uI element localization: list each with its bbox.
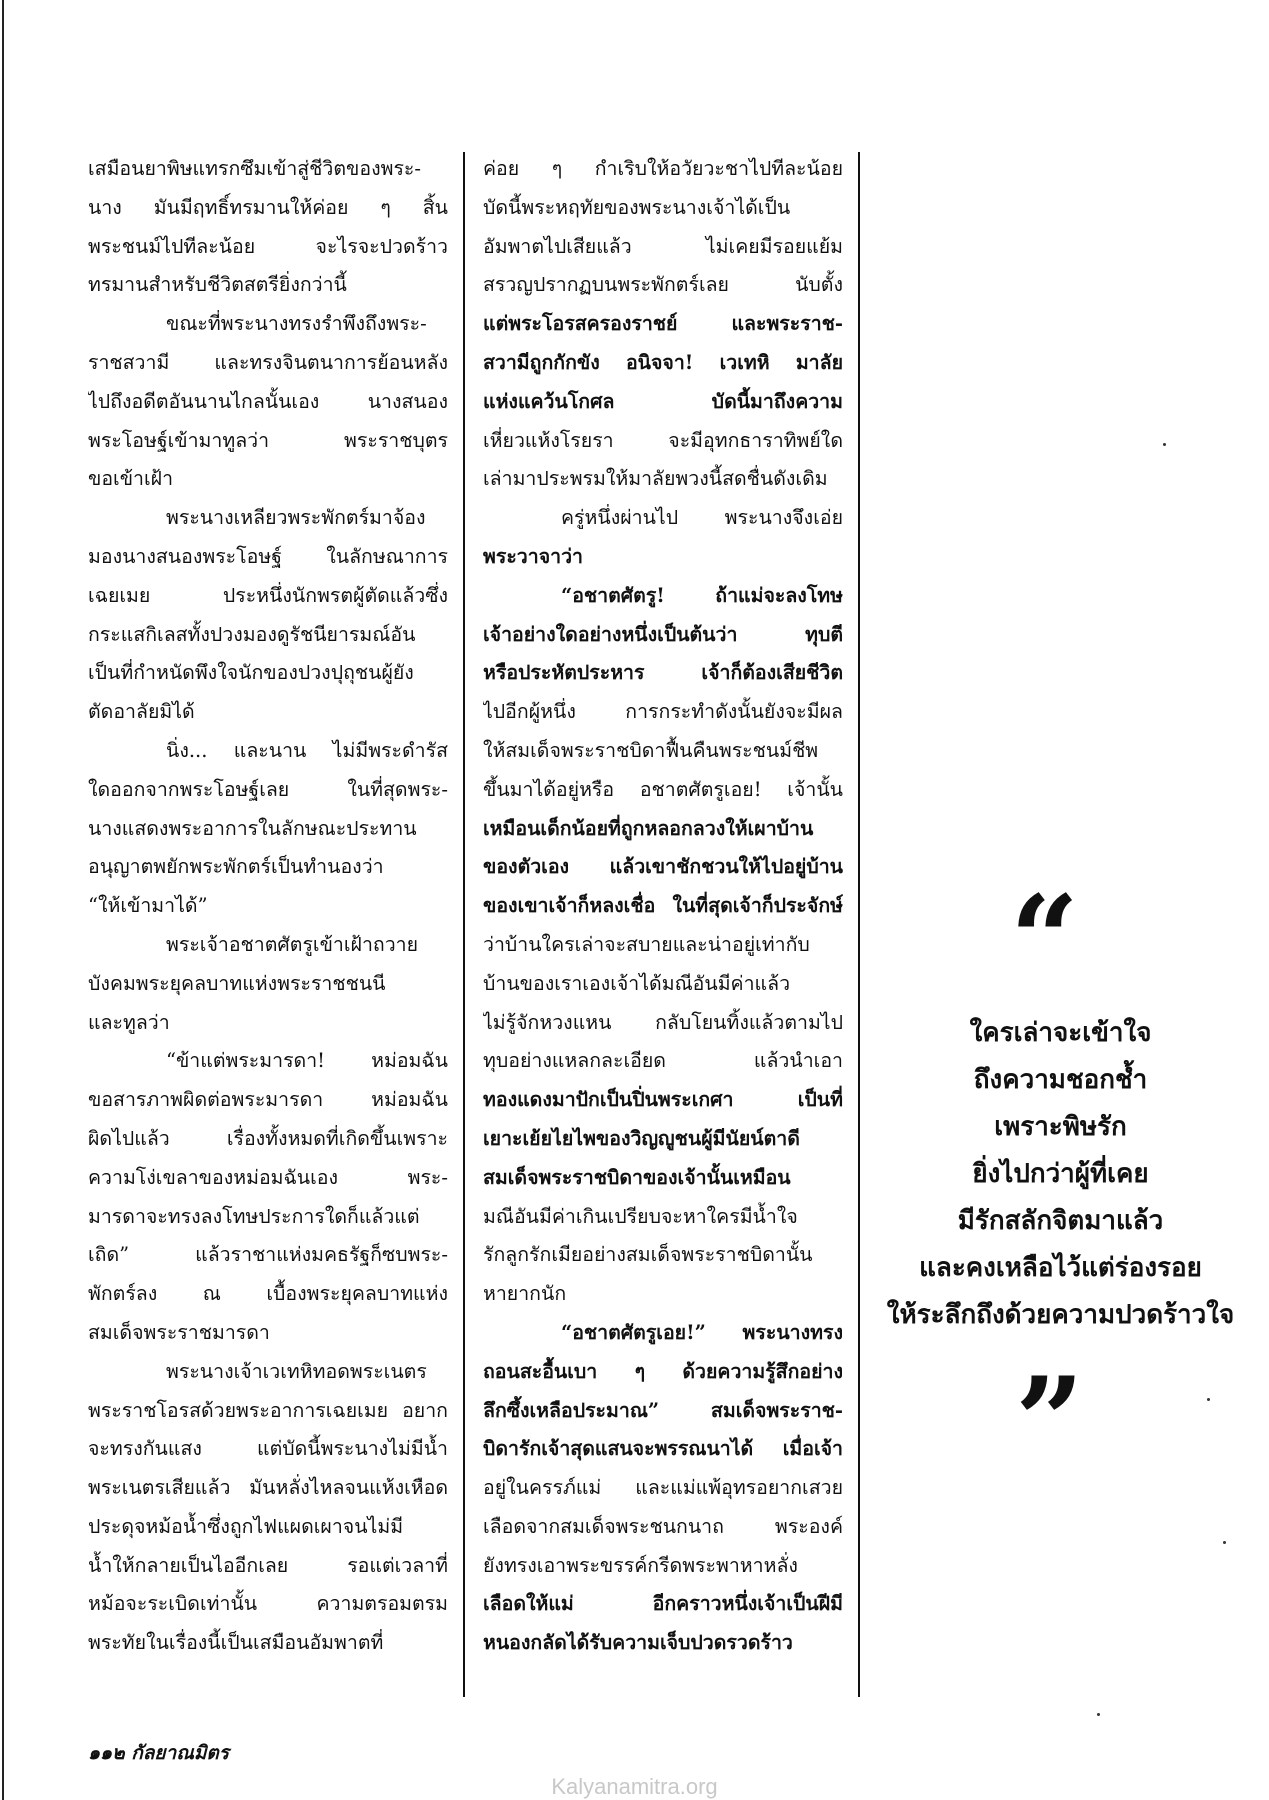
text-line: เหี่ยวแห้งโรยรา จะมีอุทกธาราทิพย์ใด: [483, 428, 843, 452]
speck: [1223, 1541, 1226, 1544]
text-line: อยู่ในครรภ์แม่ และแม่แพ้อุทรอยากเสวย: [483, 1476, 843, 1500]
text-line: ทรมานสำหรับชีวิตสตรียิ่งกว่านี้: [88, 273, 347, 297]
text-line: เลือดจากสมเด็จพระชนกนาถ พระองค์: [483, 1514, 843, 1538]
speck: [1207, 1398, 1210, 1401]
text-line: “อชาตศัตรูเอย!” พระนางทรง: [561, 1320, 843, 1344]
text-line: ค่อย ๆ กำเริบให้อวัยวะชาไปทีละน้อย: [483, 157, 843, 180]
text-line: แต่พระโอรสครองราชย์ และพระราช-: [483, 312, 843, 336]
text-line: พระวาจาว่า: [483, 544, 583, 568]
text-line: “ให้เข้ามาได้”: [88, 894, 208, 918]
speck: [1163, 443, 1166, 446]
text-line: “อชาตศัตรู! ถ้าแม่จะลงโทษ: [561, 583, 843, 607]
text-line: หายากนัก: [483, 1282, 567, 1306]
text-line: เถิด” แล้วราชาแห่งมคธรัฐก็ซบพระ-: [88, 1243, 448, 1267]
text-line: อนุญาตพยักพระพักตร์เป็นทำนองว่า: [88, 855, 384, 879]
text-line: พระเนตรเสียแล้ว มันหลั่งไหลจนแห้งเหือด: [88, 1476, 448, 1500]
pull-quote-line: และคงเหลือไว้แต่ร่องรอย: [919, 1253, 1202, 1283]
text-line: พระนางเจ้าเวเทหิทอดพระเนตร: [166, 1359, 427, 1383]
text-line: ยังทรงเอาพระขรรค์กรีดพระพาหาหลั่ง: [483, 1553, 798, 1577]
text-line: รักลูกรักเมียอย่างสมเด็จพระราชบิดานั้น: [483, 1243, 813, 1267]
text-line: พระราชโอรสด้วยพระอาการเฉยเมย อยาก: [88, 1398, 448, 1422]
text-line: บ้านของเราเองเจ้าได้มณีอันมีค่าแล้ว: [483, 971, 791, 995]
text-line: ทุบอย่างแหลกละเอียด แล้วนำเอา: [483, 1049, 843, 1073]
text-line: พระโอษฐ์เข้ามาทูลว่า พระราชบุตร: [88, 428, 448, 452]
text-line: อัมพาตไปเสียแล้ว ไม่เคยมีรอยแย้ม: [483, 234, 843, 258]
text-line: นิ่ง... และนาน ไม่มีพระดำรัส: [166, 738, 448, 762]
text-line: พระเจ้าอชาตศัตรูเข้าเฝ้าถวาย: [166, 932, 419, 956]
text-line: เสมือนยาพิษแทรกซึมเข้าสู่ชีวิตของพระ-: [88, 157, 421, 180]
text-line: หรือประหัตประหาร เจ้าก็ต้องเสียชีวิต: [483, 661, 843, 685]
text-line: “ข้าแต่พระมารดา! หม่อมฉัน: [166, 1049, 448, 1073]
text-line: ขอสารภาพผิดต่อพระมารดา หม่อมฉัน: [88, 1088, 448, 1112]
text-line: มองนางสนองพระโอษฐ์ ในลักษณาการ: [88, 544, 448, 568]
text-line: ขณะที่พระนางทรงรำพึงถึงพระ-: [166, 312, 427, 336]
text-line: ของเขาเจ้าก็หลงเชื่อ ในที่สุดเจ้าก็ประจักษ์: [483, 894, 843, 918]
text-line: ทองแดงมาปักเป็นปิ่นพระเกศา เป็นที่: [483, 1088, 843, 1112]
text-line: แห่งแคว้นโกศล บัดนี้มาถึงความ: [483, 389, 843, 413]
text-column-left: [88, 150, 448, 1663]
page-edge-rule: [2, 0, 4, 1800]
pull-quote-line: ถึงความชอกช้ำ: [973, 1065, 1148, 1095]
text-line: เลือดให้แม่ อีกคราวหนึ่งเจ้าเป็นฝีมี: [483, 1592, 843, 1616]
text-line: ของตัวเอง แล้วเขาชักชวนให้ไปอยู่บ้าน: [483, 855, 843, 879]
text-line: บัดนี้พระหฤทัยของพระนางเจ้าได้เป็น: [483, 195, 791, 219]
text-line: จะทรงกันแสง แต่บัดนี้พระนางไม่มีน้ำ: [88, 1437, 448, 1461]
text-line: ตัดอาลัยมิได้: [88, 700, 195, 724]
text-line: ขอเข้าเฝ้า: [88, 467, 174, 491]
speck: [1097, 1713, 1100, 1716]
text-line: ประดุจหม้อน้ำซึ่งถูกไฟแผดเผาจนไม่มี: [88, 1514, 404, 1538]
text-line: นางแสดงพระอาการในลักษณะประทาน: [88, 816, 417, 840]
text-line: พระนางเหลียวพระพักตร์มาจ้อง: [166, 506, 426, 530]
text-line: มารดาจะทรงลงโทษประการใดก็แล้วแต่: [88, 1204, 420, 1228]
text-line: นาง มันมีฤทธิ์ทรมานให้ค่อย ๆ สิ้น: [88, 195, 448, 219]
text-line: ไปถึงอดีตอันนานไกลนั้นเอง นางสนอง: [88, 389, 448, 413]
text-line: สวามีถูกกักขัง อนิจจา! เวเทหิ มาลัย: [483, 350, 843, 374]
pull-quote-line: ยิ่งไปกว่าผู้ที่เคย: [972, 1159, 1149, 1189]
text-line: เจ้าอย่างใดอย่างหนึ่งเป็นต้นว่า ทุบตี: [483, 622, 843, 646]
text-line: บิดารักเจ้าสุดแสนจะพรรณนาได้ เมื่อเจ้า: [483, 1437, 843, 1461]
text-line: ครู่หนึ่งผ่านไป พระนางจึงเอ่ย: [561, 506, 843, 530]
text-line: ใดออกจากพระโอษฐ์เลย ในที่สุดพระ-: [88, 777, 448, 801]
text-line: เหมือนเด็กน้อยที่ถูกหลอกลวงให้เผาบ้าน: [483, 816, 814, 840]
text-line: และทูลว่า: [88, 1010, 170, 1034]
text-line: เฉยเมย ประหนึ่งนักพรตผู้ตัดแล้วซึ่ง: [88, 583, 448, 607]
text-line: เป็นที่กำหนัดพึงใจนักของปวงปุถุชนผู้ยัง: [88, 661, 414, 685]
text-line: ความโง่เขลาของหม่อมฉันเอง พระ-: [88, 1165, 448, 1189]
text-line: สมเด็จพระราชมารดา: [88, 1320, 270, 1344]
page-footer: ๑๑๒ กัลยาณมิตร: [88, 1742, 229, 1764]
text-line: มณีอันมีค่าเกินเปรียบจะหาใครมีน้ำใจ: [483, 1204, 798, 1228]
column-divider-right: [858, 152, 860, 1697]
pull-quote: [878, 1010, 1243, 1339]
text-line: น้ำให้กลายเป็นไออีกเลย รอแต่เวลาที่: [88, 1553, 448, 1577]
text-line: กระแสกิเลสทั้งปวงมองดูรัชนียารมณ์อัน: [88, 622, 416, 646]
text-line: พระทัยในเรื่องนี้เป็นเสมือนอัมพาตที่: [88, 1631, 384, 1655]
text-line: ให้สมเด็จพระราชบิดาฟื้นคืนพระชนม์ชีพ: [483, 738, 819, 762]
text-line: สมเด็จพระราชบิดาของเจ้านั้นเหมือน: [483, 1165, 791, 1189]
text-line: ราชสวามี และทรงจินตนาการย้อนหลัง: [88, 350, 448, 374]
text-line: หนองกลัดได้รับความเจ็บปวดรวดร้าว: [483, 1631, 793, 1655]
text-line: ผิดไปแล้ว เรื่องทั้งหมดที่เกิดขึ้นเพราะ: [88, 1126, 448, 1150]
text-line: สรวญปรากฏบนพระพักตร์เลย นับตั้ง: [483, 273, 843, 297]
text-line: ว่าบ้านใครเล่าจะสบายและน่าอยู่เท่ากับ: [483, 932, 810, 956]
text-line: ไม่รู้จักหวงแหน กลับโยนทิ้งแล้วตามไป: [483, 1010, 843, 1034]
column-divider: [463, 152, 465, 1697]
text-line: ลึกซึ้งเหลือประมาณ” สมเด็จพระราช-: [483, 1398, 843, 1422]
close-quote-icon: ”: [1015, 1351, 1085, 1492]
text-line: บังคมพระยุคลบาทแห่งพระราชชนนี: [88, 971, 386, 995]
text-line: เยาะเย้ยไยไพของวิญญูชนผู้มีนัยน์ตาดี: [483, 1126, 800, 1150]
text-line: พักตร์ลง ณ เบื้องพระยุคลบาทแห่ง: [88, 1282, 448, 1306]
open-quote-icon: “: [1010, 869, 1080, 1010]
pull-quote-line: เพราะพิษรัก: [994, 1112, 1127, 1142]
watermark: Kalyanamitra.org: [551, 1774, 718, 1799]
text-line: ไปอีกผู้หนึ่ง การกระทำดังนั้นยังจะมีผล: [483, 700, 843, 724]
text-line: ขึ้นมาได้อยู่หรือ อชาตศัตรูเอย! เจ้านั้น: [483, 777, 843, 801]
text-line: ถอนสะอื้นเบา ๆ ด้วยความรู้สึกอย่าง: [483, 1359, 843, 1383]
pull-quote-line: ใครเล่าจะเข้าใจ: [969, 1018, 1152, 1048]
text-line: เล่ามาประพรมให้มาลัยพวงนี้สดชื่นดังเดิม: [483, 467, 828, 491]
text-line: หม้อจะระเบิดเท่านั้น ความตรอมตรม: [88, 1592, 448, 1616]
text-line: พระชนม์ไปทีละน้อย จะไรจะปวดร้าว: [88, 234, 448, 258]
pull-quote-line: มีรักสลักจิตมาแล้ว: [957, 1206, 1164, 1236]
text-column-middle: [483, 150, 843, 1663]
pull-quote-line: ให้ระลึกถึงด้วยความปวดร้าวใจ: [886, 1300, 1235, 1330]
